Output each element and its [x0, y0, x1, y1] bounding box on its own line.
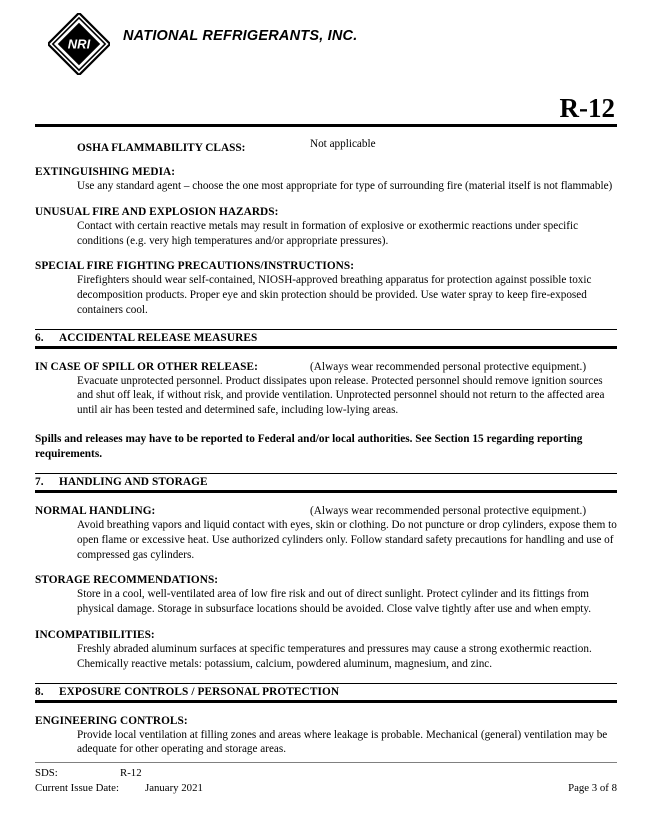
- footer-sds-value: R-12: [120, 767, 142, 779]
- document-content: [35, 0, 617, 757]
- section-8-number: 8.: [35, 685, 44, 698]
- extinguishing-media-heading: EXTINGUISHING MEDIA:: [35, 166, 176, 178]
- section-7-title-row: [35, 474, 617, 490]
- section-header-6: [35, 329, 617, 349]
- special-fire-fighting-body: Firefighters should wear self-contained, NIOSH-approved breathing apparatus for protection against possible toxic decomposition products. Proper eye and skin protection should be provided. Use water spray to keep fire-exposed containers cool.: [77, 274, 592, 316]
- osha-flammability-row: [77, 127, 617, 154]
- section-8-rule-bottom: [35, 700, 617, 703]
- page-footer: [35, 762, 617, 796]
- section-6-number: 6.: [35, 331, 44, 344]
- unusual-fire-body: Contact with certain reactive metals may result in formation of explosive or exothermic reactions under specific conditions (e.g. very high temperatures and/or appropriate pressures).: [77, 219, 579, 247]
- block-normal-handling: [35, 505, 617, 562]
- footer-page-number: Page 3 of 8: [568, 781, 617, 794]
- osha-flammability-label: OSHA FLAMMABILITY CLASS:: [77, 142, 246, 154]
- block-storage-recommendations: [35, 574, 617, 617]
- company-logo-icon: [48, 13, 110, 75]
- footer-date-value: January 2021: [145, 781, 203, 794]
- spill-release-heading-row: [35, 361, 617, 373]
- normal-handling-heading: NORMAL HANDLING:: [35, 505, 156, 518]
- unusual-fire-heading: UNUSUAL FIRE AND EXPLOSION HAZARDS:: [35, 205, 279, 218]
- svg-text:NRI: NRI: [67, 36, 91, 52]
- block-unusual-fire-hazards: [35, 206, 617, 249]
- engineering-controls-heading: ENGINEERING CONTROLS:: [35, 714, 188, 727]
- footer-date-label: Current Issue Date:: [35, 781, 119, 794]
- osha-flammability-value: Not applicable: [310, 138, 376, 150]
- section-7-rule-bottom: [35, 490, 617, 493]
- incompatibilities-heading: INCOMPATIBILITIES:: [35, 628, 155, 641]
- company-name: NATIONAL REFRIGERANTS, INC.: [123, 28, 358, 44]
- footer-date-row: [35, 781, 617, 796]
- block-incompatibilities: [35, 629, 617, 672]
- storage-recommendations-heading: STORAGE RECOMMENDATIONS:: [35, 574, 219, 587]
- incompatibilities-body: Freshly abraded aluminum surfaces at specific temperatures and pressures may cause a strong exothermic reaction. Chemically reactive metals: potassium, calcium, powdered aluminum, magnesium, and zinc.: [77, 642, 592, 670]
- section-header-8: [35, 683, 617, 703]
- spill-release-ppe-note: (Always wear recommended personal protective equipment.): [310, 360, 587, 373]
- spill-release-heading: IN CASE OF SPILL OR OTHER RELEASE:: [35, 360, 258, 373]
- extinguishing-media-body: Use any standard agent – choose the one most appropriate for type of surrounding fire (material itself is not flammable): [77, 180, 613, 192]
- block-engineering-controls: [35, 715, 617, 758]
- section-6-title: ACCIDENTAL RELEASE MEASURES: [59, 331, 258, 344]
- footer-sds-label: SDS:: [35, 767, 58, 779]
- block-special-fire-fighting: [35, 260, 617, 317]
- section-7-number: 7.: [35, 476, 44, 489]
- section-6-rule-bottom: [35, 346, 617, 349]
- footer-sds-row: [35, 766, 617, 781]
- section-8-title-row: [35, 684, 617, 700]
- block-spill-release: [35, 361, 617, 418]
- document-masthead: [35, 0, 617, 95]
- spill-release-body: Evacuate unprotected personnel. Product dissipates upon release. Protected personnel should remove ignition sources and shut off leak, if without risk, and provide ventilation. Unprotected personnel should not return to the affected area until air has been tested and determined safe, including low-lying areas.: [77, 374, 605, 417]
- reporting-notice: Spills and releases may have to be reported to Federal and/or local authorities. See Section 15 regarding reporting requirements.: [35, 433, 583, 461]
- section-8-title: EXPOSURE CONTROLS / PERSONAL PROTECTION: [59, 685, 340, 698]
- section-6-title-row: [35, 330, 617, 346]
- special-fire-fighting-heading: SPECIAL FIRE FIGHTING PRECAUTIONS/INSTRUCTIONS:: [35, 260, 355, 273]
- footer-rows: [35, 763, 617, 796]
- normal-handling-body: Avoid breathing vapors and liquid contact with eyes, skin or clothing. Do not puncture or drop cylinders, expose them to open flame or excessive heat. Use authorized cylinders only. Follow standard safety precautions for handling and use of compressed gas cylinders.: [77, 519, 617, 561]
- storage-recommendations-body: Store in a cool, well-ventilated area of low fire risk and out of direct sunlight. Protect cylinder and its fittings from physical damage. Storage in subsurface locations should be avoided. Close valve tightly after use and when empty.: [77, 588, 592, 616]
- block-extinguishing-media: [35, 166, 617, 194]
- section-header-7: [35, 473, 617, 493]
- section-7-title: HANDLING AND STORAGE: [59, 476, 208, 489]
- normal-handling-ppe-note: (Always wear recommended personal protective equipment.): [310, 505, 587, 518]
- product-title: R-12: [559, 93, 615, 123]
- normal-handling-heading-row: [35, 505, 617, 517]
- engineering-controls-body: Provide local ventilation at filling zones and areas where leakage is probable. Mechanical (general) ventilation may be adequate for other operating and storage areas.: [77, 728, 608, 756]
